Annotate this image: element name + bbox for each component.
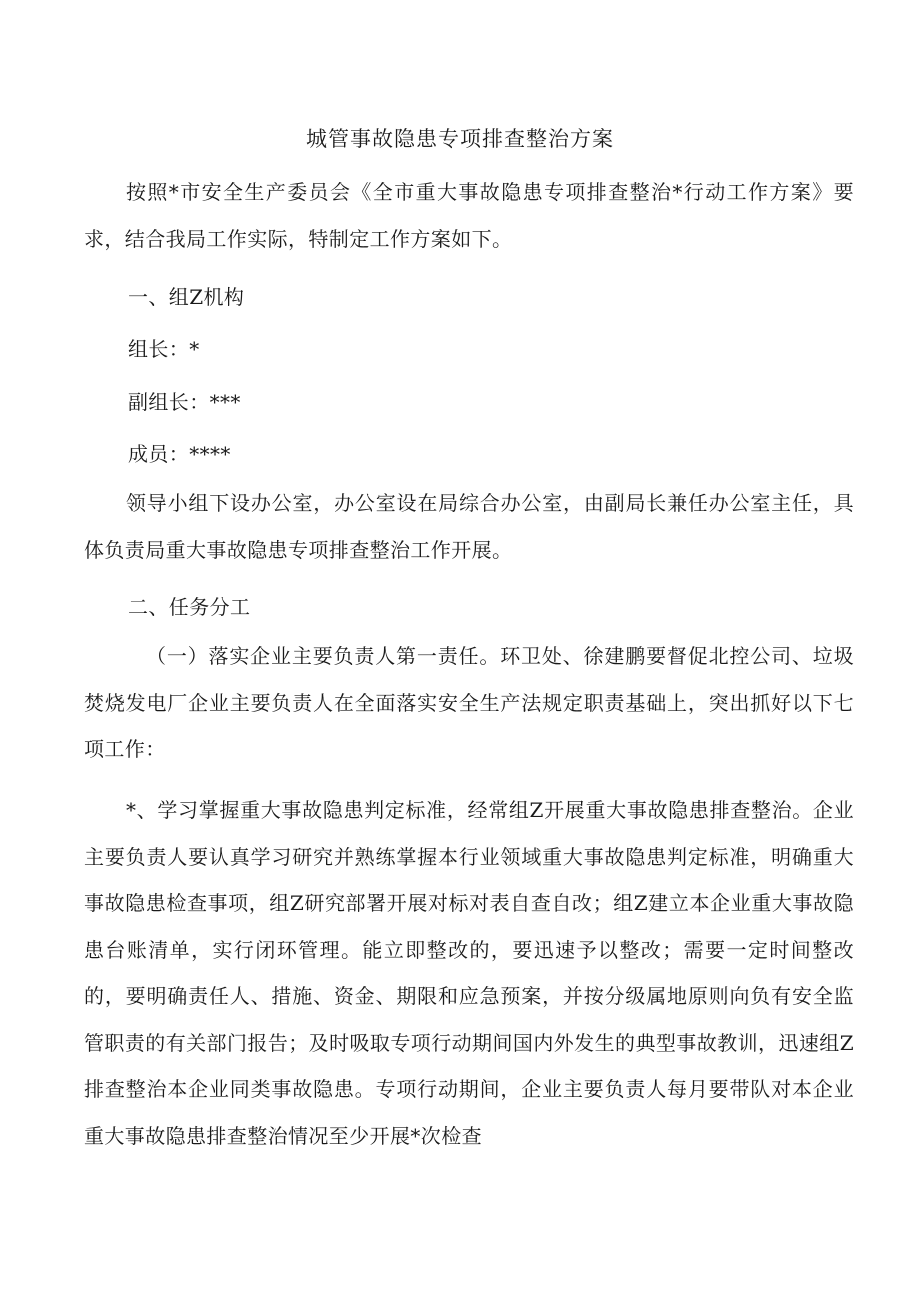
- section-heading-organization: 一、组Z机构: [128, 285, 245, 309]
- deputy-leader-line: 副组长：***: [128, 390, 241, 414]
- task-one-paragraph: （一）落实企业主要负责人第一责任。环卫处、徐建鹏要督促北控公司、垃圾焚烧发电厂企业主要负责人在全面落实安全生产法规定职责基础上，突出抓好以下七项工作：: [84, 644, 854, 761]
- intro-paragraph: 按照*市安全生产委员会《全市重大事故隐患专项排查整治*行动工作方案》要求，结合我局工作实际，特制定工作方案如下。: [84, 180, 854, 251]
- office-paragraph: 领导小组下设办公室，办公室设在局综合办公室，由副局长兼任办公室主任，具体负责局重大事故隐患专项排查整治工作开展。: [84, 491, 854, 562]
- section-heading-tasks: 二、任务分工: [128, 595, 251, 619]
- item-one-paragraph: *、学习掌握重大事故隐患判定标准，经常组Z开展重大事故隐患排查整治。企业主要负责人要认真学习研究并熟练掌握本行业领域重大事故隐患判定标准，明确重大事故隐患检查事项，组Z研究部署开展对标对表自查自改；组Z建立本企业重大事故隐患台账清单，实行闭环管理。能立即整改的，要迅速予以整改；需要一定时间整改的，要明确责任人、措施、资金、期限和应急预案，并按分级属地原则向负有安全监管职责的有关部门报告；及时吸取专项行动期间国内外发生的典型事故教训，迅速组Z排查整治本企业同类事故隐患。专项行动期间，企业主要负责人每月要带队对本企业重大事故隐患排查整治情况至少开展*次检查: [84, 798, 854, 1148]
- members-line: 成员：****: [128, 442, 231, 466]
- document-title: 城管事故隐患专项排查整治方案: [306, 127, 614, 151]
- leader-line: 组长：*: [128, 337, 200, 361]
